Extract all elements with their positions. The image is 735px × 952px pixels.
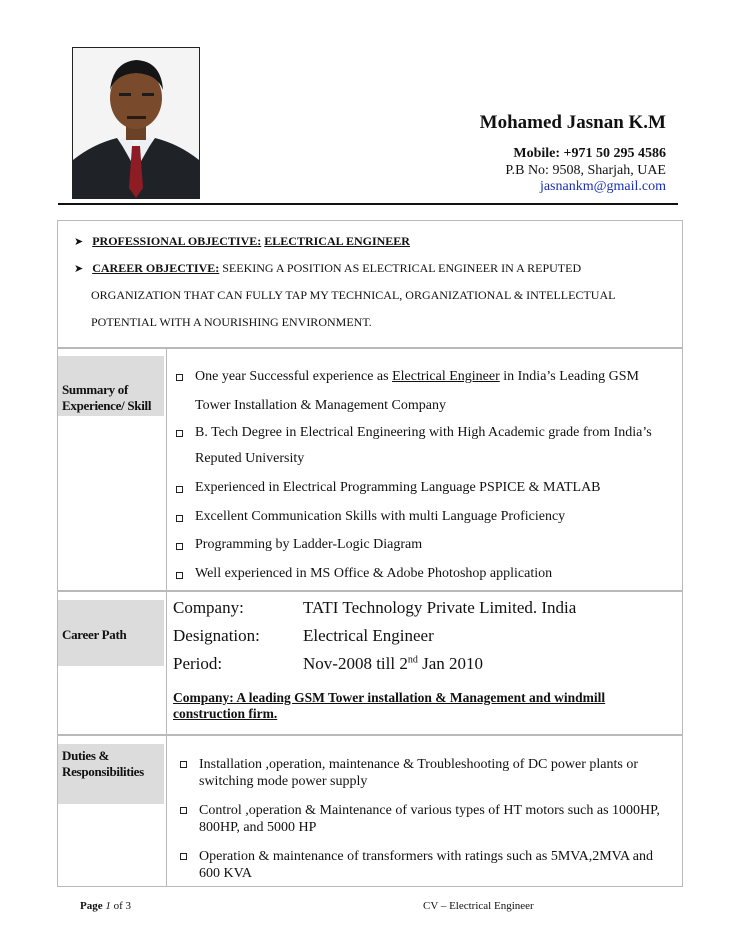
list-item <box>177 848 677 882</box>
item-text: Control ,operation & Maintenance of various types of HT motors such as 1000HP, <box>199 803 660 818</box>
list-item <box>173 560 678 589</box>
job-field-key: Company: <box>173 598 244 617</box>
career-objective <box>74 255 581 283</box>
list-item <box>177 802 677 836</box>
professional-objective <box>74 228 410 256</box>
checkbox-bullet-icon <box>176 543 183 550</box>
checkbox-bullet-icon <box>180 807 187 814</box>
page-number: 1 <box>105 900 111 912</box>
job-period <box>303 654 483 673</box>
checkbox-bullet-icon <box>176 515 183 522</box>
section-divider <box>166 592 167 734</box>
email-address[interactable]: jasnankm@gmail.com <box>539 179 666 194</box>
item-text: Reputed University <box>195 451 305 466</box>
mobile-number: Mobile: +971 50 295 4586 <box>513 146 666 161</box>
company-description-line: Company: A leading GSM Tower installation & Management and windmill <box>173 690 606 705</box>
duties-label-line: Responsibilities <box>62 764 144 779</box>
header-divider <box>58 203 678 205</box>
page-label: Page <box>80 900 103 912</box>
section-divider <box>166 736 167 886</box>
job-period-row <box>173 654 576 682</box>
company-description-line: construction firm. <box>173 706 278 721</box>
item-text: One year Successful experience as <box>195 369 393 384</box>
career-objective-line: SEEKING A POSITION AS ELECTRICAL ENGINEER IN A REPUTED <box>222 261 582 275</box>
duties-list <box>177 756 677 882</box>
contact-block <box>505 146 666 196</box>
period-superscript: nd <box>407 654 418 666</box>
section-divider <box>166 349 167 590</box>
job-field-key: Designation: <box>173 626 260 645</box>
job-field-key: Period: <box>173 654 223 673</box>
checkbox-bullet-icon <box>180 853 187 860</box>
duties-label-line: Duties & <box>62 748 110 763</box>
page-total: 3 <box>125 900 132 912</box>
item-text: 600 KVA <box>199 866 253 881</box>
career-objective-line: ORGANIZATION THAT CAN FULLY TAP MY TECHNICAL, ORGANIZATIONAL & INTELLECTUAL <box>91 288 616 302</box>
summary-label <box>58 356 164 416</box>
list-item <box>173 474 678 503</box>
summary-label-line: Experience/ Skill <box>62 398 152 413</box>
item-text: in India’s Leading GSM <box>499 369 639 384</box>
list-item <box>173 531 678 560</box>
job-details <box>173 598 576 682</box>
item-text: Well experienced in MS Office & Adobe Photoshop application <box>195 565 553 581</box>
job-designation-row <box>173 626 576 654</box>
checkbox-bullet-icon <box>176 374 183 381</box>
item-text: Operation & maintenance of transformers with ratings such as 5MVA,2MVA and <box>199 849 654 864</box>
item-text: 800HP, and 5000 HP <box>199 820 317 835</box>
profile-photo <box>72 47 200 199</box>
item-text: B. Tech Degree in Electrical Engineering with High Academic grade from India’s <box>195 425 652 440</box>
period-text: Jan 2010 <box>417 654 484 673</box>
job-designation: Electrical Engineer <box>303 626 434 645</box>
job-company: TATI Technology Private Limited. India <box>303 598 577 617</box>
summary-label-line: Summary of <box>62 382 128 397</box>
page-indicator <box>80 900 131 912</box>
duties-label <box>58 744 164 804</box>
summary-list <box>173 362 678 588</box>
job-company-row <box>173 598 576 626</box>
career-path-label: Career Path <box>58 600 164 666</box>
footer-title: CV – Electrical Engineer <box>423 900 534 912</box>
professional-objective-label: PROFESSIONAL OBJECTIVE: <box>92 234 262 248</box>
item-underlined-text: Electrical Engineer <box>392 369 500 384</box>
item-text: Excellent Communication Skills with multi Language Proficiency <box>195 508 566 524</box>
list-item <box>173 503 678 532</box>
list-item <box>173 420 678 472</box>
item-text: Programming by Ladder-Logic Diagram <box>195 537 423 552</box>
company-description <box>173 690 605 722</box>
checkbox-bullet-icon <box>176 572 183 579</box>
item-text: Experienced in Electrical Programming Language PSPICE & MATLAB <box>195 480 601 495</box>
professional-objective-value: ELECTRICAL ENGINEER <box>264 234 410 248</box>
career-objective-label: CAREER OBJECTIVE: <box>92 261 220 275</box>
checkbox-bullet-icon <box>176 430 183 437</box>
arrow-bullet-icon: ➤ <box>74 262 84 275</box>
checkbox-bullet-icon <box>180 761 187 768</box>
list-item <box>177 756 677 790</box>
period-text: Nov-2008 till 2 <box>303 654 408 673</box>
item-text: Tower Installation & Management Company <box>195 398 446 413</box>
item-text: switching mode power supply <box>199 774 368 789</box>
page-of: of <box>113 900 123 912</box>
item-text: Installation ,operation, maintenance & Troubleshooting of DC power plants or <box>199 757 638 772</box>
arrow-bullet-icon: ➤ <box>74 235 84 248</box>
career-objective-line: POTENTIAL WITH A NOURISHING ENVIRONMENT. <box>91 315 372 329</box>
candidate-name: Mohamed Jasnan K.M <box>479 112 666 133</box>
list-item <box>173 362 678 420</box>
checkbox-bullet-icon <box>176 486 183 493</box>
postal-address: P.B No: 9508, Sharjah, UAE <box>505 162 666 178</box>
